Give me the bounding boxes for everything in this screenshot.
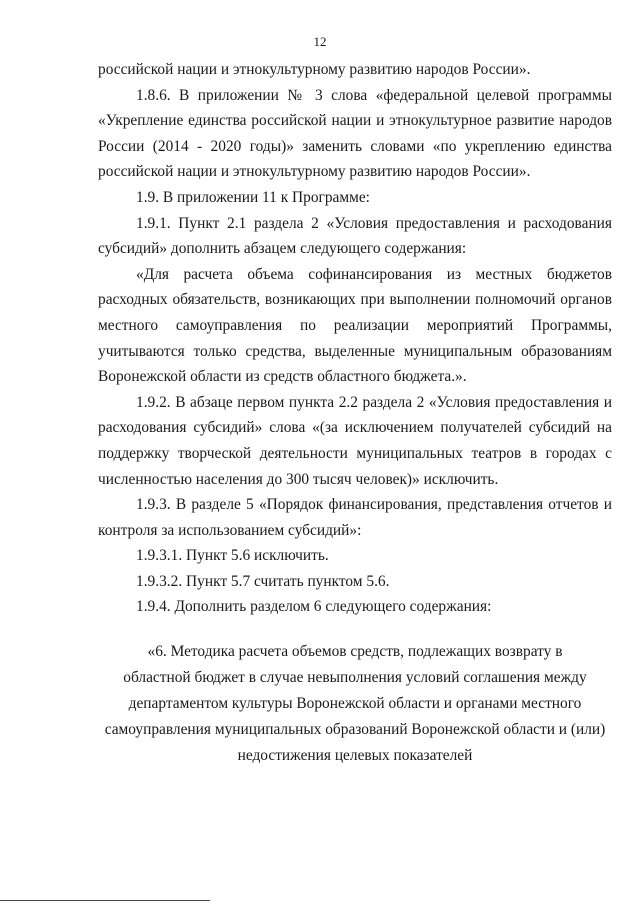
paragraph: 1.8.6. В приложении № 3 слова «федеральной целевой программы «Укрепление единства российской нации и этнокультурное развитие народов России (2014 - 2020 годы)» заменить словами «по укреплению единства российской нации и этнокультурному развитию народов России». bbox=[98, 86, 612, 181]
paragraph: 1.9.2. В абзаце первом пункта 2.2 раздела 2 «Условия предоставления и расходования субсидий» слова «(за исключением получателей субсидий на поддержку творческой деятельности муниципальных театров в городах с численностью населения до 300 тысяч человек)» исключить. bbox=[98, 393, 612, 488]
section-heading-line: самоуправления муниципальных образований Воронежской области и (или) bbox=[104, 721, 606, 738]
paragraph: 1.9.3. В разделе 5 «Порядок финансирования, представления отчетов и контроля за использованием субсидий»: bbox=[98, 496, 612, 539]
section-heading bbox=[98, 639, 612, 769]
paragraph: 1.9.1. Пункт 2.1 раздела 2 «Условия предоставления и расходования субсидий» дополнить абзацем следующего содержания: bbox=[98, 214, 612, 258]
section-heading-line: областной бюджет в случае невыполнения условий соглашения между bbox=[123, 669, 587, 686]
paragraph: 1.9.3.2. Пункт 5.7 считать пунктом 5.6. bbox=[136, 572, 390, 590]
paragraph: российской нации и этнокультурному развитию народов России». bbox=[98, 61, 531, 78]
page-number: 12 bbox=[313, 34, 327, 49]
scan-edge-divider bbox=[0, 900, 210, 901]
paragraph: 1.9.3.1. Пункт 5.6 исключить. bbox=[136, 547, 329, 565]
section-heading-line: «6. Методика расчета объемов средств, подлежащих возврату в bbox=[147, 643, 563, 660]
section-heading-line: департаментом культуры Воронежской области и органами местного bbox=[128, 695, 582, 712]
paragraph: 1.9. В приложении 11 к Программе: bbox=[136, 188, 370, 206]
section-heading-line: недостижения целевых показателей bbox=[237, 747, 473, 764]
paragraph: «Для расчета объема софинансирования из местных бюджетов расходных обязательств, возникающих при выполнении полномочий органов местного самоуправления по реализации мероприятий Программы, учитываются только средства, выделенные муниципальным образованиям Воронежской области из средств областного бюджета.». bbox=[98, 265, 612, 386]
paragraph: 1.9.4. Дополнить разделом 6 следующего содержания: bbox=[136, 598, 492, 616]
document-body bbox=[98, 57, 612, 620]
